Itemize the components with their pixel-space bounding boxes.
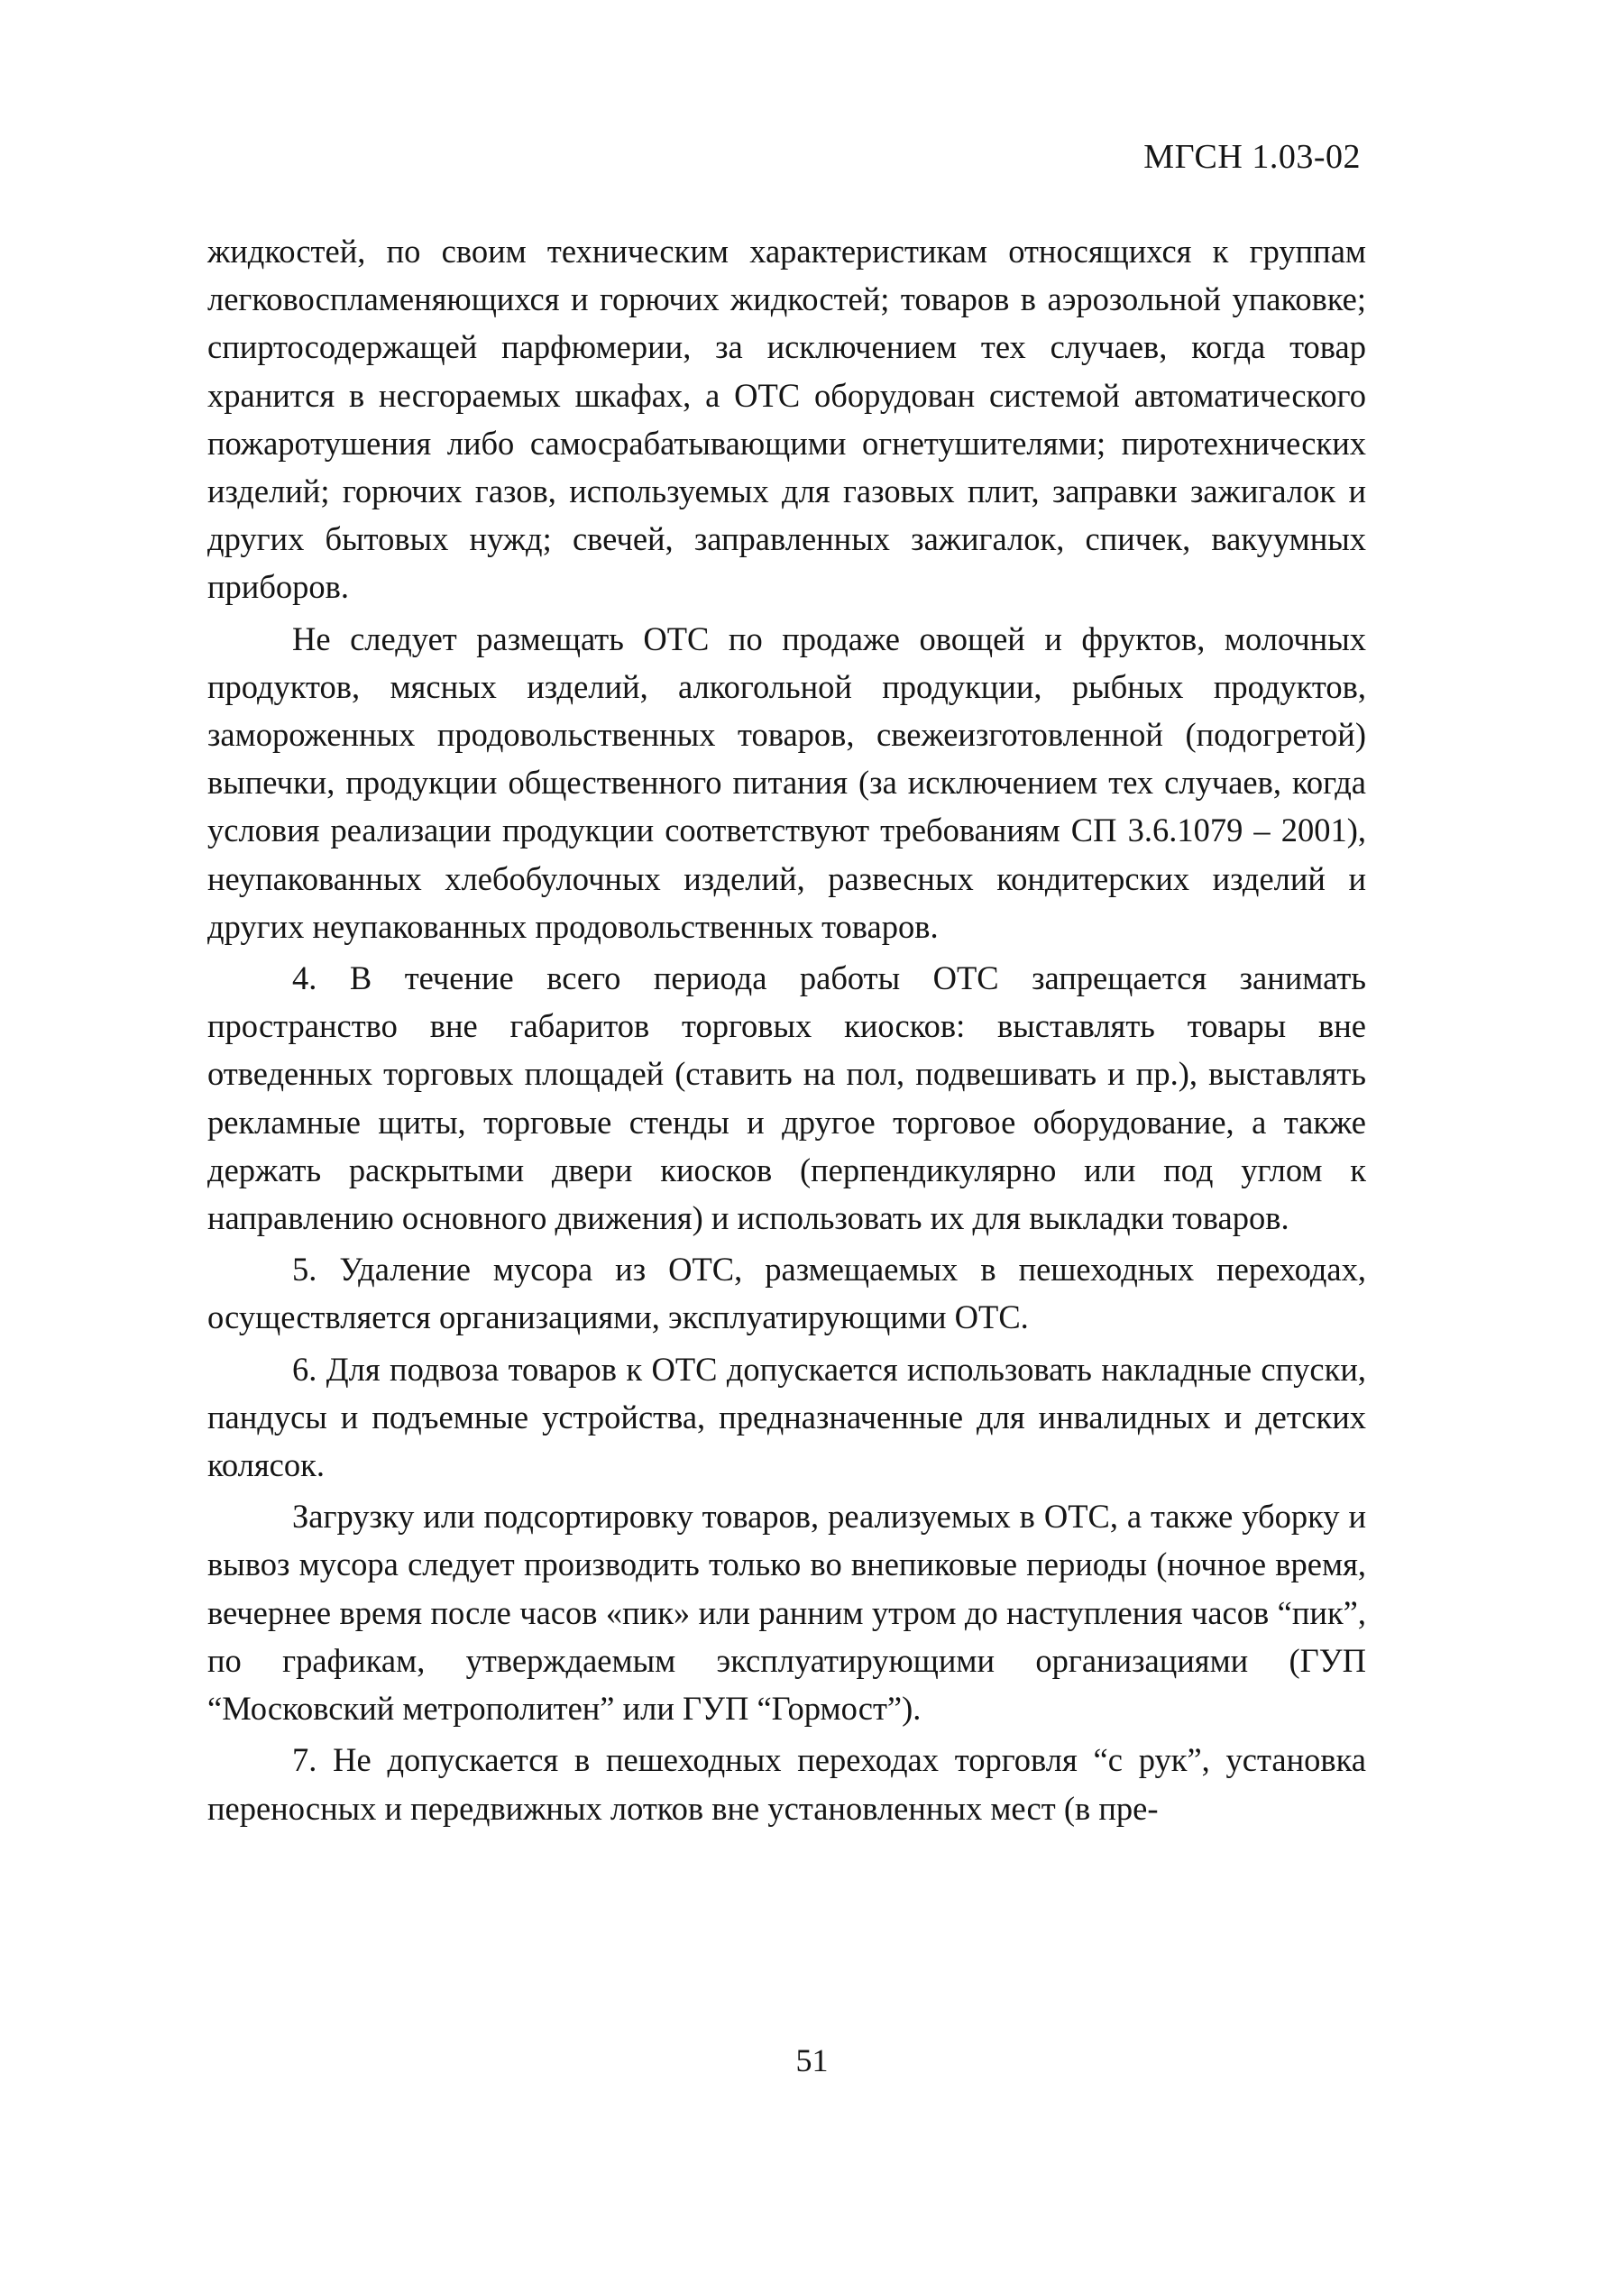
paragraph-restrictions: Не следует размещать ОТС по продаже овощей и фруктов, молочных продуктов, мясных изделий, алкогольной продукции, рыбных продуктов, замороженных продовольственных товаров, свежеизготовленной (подогретой) выпечки, продукции общественного питания (за исключением тех случаев, когда условия реализации продукции соответствуют требованиям СП 3.6.1079 – 2001), неупакованных хлебобулочных изделий, развесных кондитерских изделий и других неупакованных продовольственных товаров. [207, 619, 1366, 945]
paragraph-loading: Загрузку или подсортировку товаров, реализуемых в ОТС, а также уборку и вывоз мусора следует производить только во внепиковые периоды (ночное время, вечернее время после часов «пик» или ранним утром до наступления часов “пик”, по графикам, утверждаемым эксплуатирующими организациями (ГУП “Московский метрополитен” или ГУП “Гормост”). [207, 1498, 1366, 1728]
paragraph-item-7: 7. Не допускается в пешеходных переходах торговля “с рук”, установка переносных и передвижных лотков вне установленных мест (в пре- [207, 1741, 1366, 1827]
paragraph-item-5: 5. Удаление мусора из ОТС, размещаемых в пешеходных переходах, осуществляется организациями, эксплуатирующими ОТС. [207, 1251, 1366, 1336]
paragraph-continuation: жидкостей, по своим техническим характеристикам относящихся к группам легковоспламеняющихся и горючих жидкостей; товаров в аэрозольной упаковке; спиртосодержащей парфюмерии, за исключением тех случаев, когда товар хранится в несгораемых шкафах, а ОТС оборудован системой автоматического пожаротушения либо самосрабатывающими огнетушителями; пиротехнических изделий; горючих газов, используемых для газовых плит, заправки зажигалок и других бытовых нужд; свечей, заправленных зажигалок, спичек, вакуумных приборов. [207, 233, 1366, 606]
page-number: 51 [795, 2042, 829, 2078]
paragraph-item-4: 4. В течение всего периода работы ОТС запрещается занимать пространство вне габаритов торговых киосков: выставлять товары вне отведенных торговых площадей (ставить на пол, подвешивать и пр.), выставлять рекламные щиты, торговые стенды и другое торговое оборудование, а также держать раскрытыми двери киосков (перпендикулярно или под углом к направлению основного движения) и использовать их для выкладки товаров. [207, 959, 1366, 1237]
paragraph-item-6: 6. Для подвоза товаров к ОТС допускается использовать накладные спуски, пандусы и подъемные устройства, предназначенные для инвалидных и детских колясок. [207, 1350, 1366, 1484]
document-header: МГСН 1.03-02 [1143, 138, 1361, 176]
document-body [207, 227, 1366, 1832]
